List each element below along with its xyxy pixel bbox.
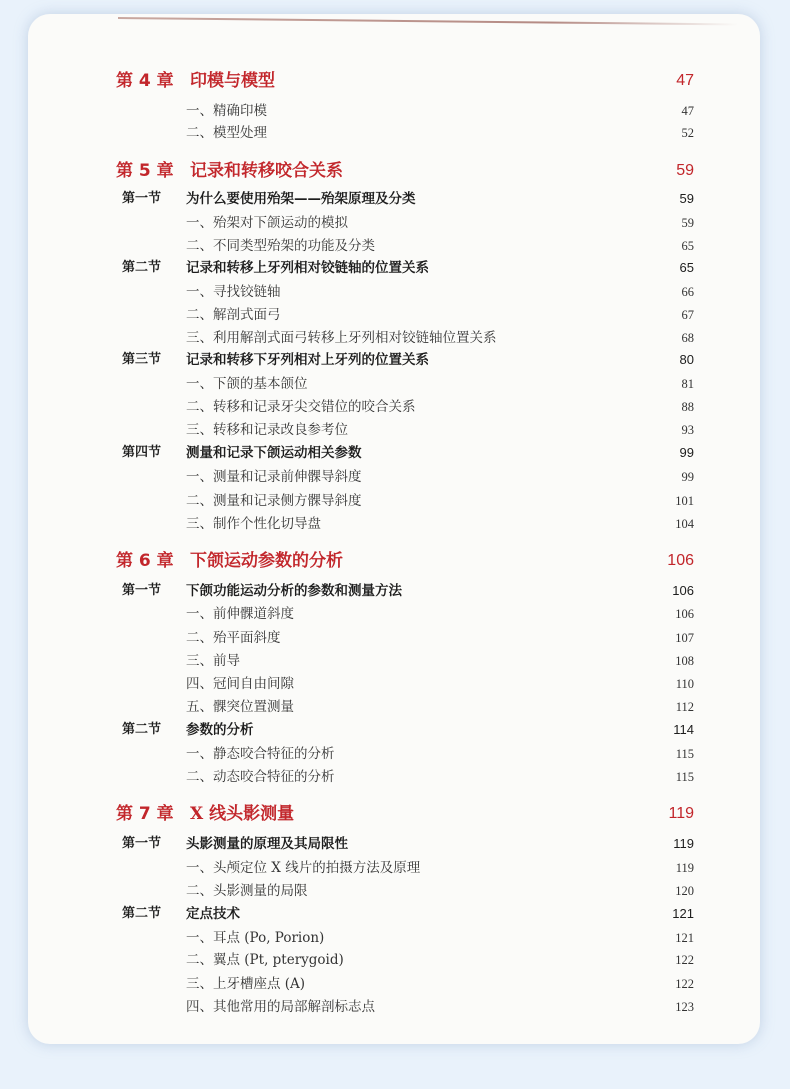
section-row	[28, 187, 760, 211]
item-row	[28, 418, 760, 442]
chapter-title: 下颌运动参数的分析	[190, 551, 343, 571]
section-row	[28, 832, 760, 856]
item-page-number: 99	[681, 470, 694, 484]
item-row	[28, 948, 760, 972]
item-title: 一、殆架对下颌运动的模拟	[186, 215, 348, 231]
item-page-number: 101	[675, 494, 694, 508]
section-row	[28, 718, 760, 742]
item-title: 二、不同类型殆架的功能及分类	[186, 238, 375, 254]
chapter-label: 第 6 章	[116, 551, 174, 571]
item-page-number: 104	[675, 517, 694, 531]
item-page-number: 110	[675, 677, 694, 691]
item-page-number: 112	[675, 700, 694, 714]
section-row	[28, 441, 760, 465]
item-page-number: 93	[681, 423, 694, 437]
chapter-label: 第 7 章	[116, 804, 174, 824]
item-title: 一、测量和记录前伸髁导斜度	[186, 469, 362, 485]
section-page-number: 121	[672, 906, 694, 921]
item-title: 二、头影测量的局限	[186, 883, 308, 899]
item-row	[28, 695, 760, 719]
item-title: 二、模型处理	[186, 125, 267, 141]
item-page-number: 67	[681, 308, 694, 322]
section-row	[28, 256, 760, 280]
chapter-row	[28, 802, 760, 826]
item-title: 二、翼点 (Pt, pterygoid)	[186, 952, 344, 968]
item-title: 一、静态咬合特征的分析	[186, 746, 335, 762]
item-title: 二、殆平面斜度	[186, 630, 281, 646]
item-page-number: 121	[675, 931, 694, 945]
item-title: 三、前导	[186, 653, 240, 669]
chapter-label: 第 5 章	[116, 161, 174, 181]
item-page-number: 65	[681, 239, 694, 253]
chapter-title: 印模与模型	[190, 71, 275, 91]
section-row	[28, 348, 760, 372]
section-row	[28, 902, 760, 926]
section-label: 第三节	[122, 352, 162, 367]
section-title: 为什么要使用殆架——殆架原理及分类	[186, 191, 416, 207]
section-label: 第二节	[122, 260, 162, 275]
section-label: 第二节	[122, 906, 162, 921]
item-row	[28, 326, 760, 350]
item-title: 三、转移和记录改良参考位	[186, 422, 348, 438]
item-title: 一、寻找铰链轴	[186, 284, 281, 300]
item-page-number: 59	[681, 216, 694, 230]
section-label: 第二节	[122, 722, 162, 737]
section-title: 记录和转移上牙列相对铰链轴的位置关系	[186, 260, 429, 276]
chapter-row	[28, 69, 760, 93]
item-row	[28, 649, 760, 673]
item-page-number: 68	[681, 331, 694, 345]
item-row	[28, 879, 760, 903]
section-title: 记录和转移下牙列相对上牙列的位置关系	[186, 352, 429, 368]
item-title: 二、转移和记录牙尖交错位的咬合关系	[186, 399, 416, 415]
chapter-row	[28, 549, 760, 573]
item-row	[28, 742, 760, 766]
item-page-number: 66	[681, 285, 694, 299]
section-row	[28, 579, 760, 603]
section-page-number: 119	[673, 836, 694, 851]
item-row	[28, 280, 760, 304]
item-row	[28, 995, 760, 1019]
section-title: 下颌功能运动分析的参数和测量方法	[186, 583, 402, 599]
item-page-number: 122	[675, 953, 694, 967]
section-title: 定点技术	[186, 906, 240, 922]
chapter-page-number: 119	[668, 805, 694, 822]
table-of-contents	[28, 14, 760, 1044]
item-page-number: 106	[675, 607, 694, 621]
chapter-title: 记录和转移咬合关系	[190, 161, 343, 181]
section-label: 第一节	[122, 836, 162, 851]
item-page-number: 120	[675, 884, 694, 898]
item-page-number: 115	[675, 770, 694, 784]
item-page-number: 107	[675, 631, 694, 645]
item-row	[28, 512, 760, 536]
item-page-number: 88	[681, 400, 694, 414]
item-page-number: 52	[681, 126, 694, 140]
item-row	[28, 856, 760, 880]
item-row	[28, 765, 760, 789]
section-label: 第一节	[122, 191, 162, 206]
item-page-number: 108	[675, 654, 694, 668]
item-row	[28, 602, 760, 626]
item-row	[28, 372, 760, 396]
section-page-number: 114	[673, 722, 694, 737]
chapter-page-number: 47	[676, 72, 694, 89]
item-row	[28, 121, 760, 145]
item-row	[28, 234, 760, 258]
item-row	[28, 303, 760, 327]
chapter-label: 第 4 章	[116, 71, 174, 91]
section-page-number: 106	[672, 583, 694, 598]
item-title: 三、制作个性化切导盘	[186, 516, 321, 532]
item-title: 四、冠间自由间隙	[186, 676, 294, 692]
item-row	[28, 626, 760, 650]
item-page-number: 115	[675, 747, 694, 761]
item-page-number: 81	[681, 377, 694, 391]
item-title: 一、前伸髁道斜度	[186, 606, 294, 622]
section-title: 头影测量的原理及其局限性	[186, 836, 348, 852]
item-title: 一、精确印模	[186, 103, 267, 119]
item-title: 五、髁突位置测量	[186, 699, 294, 715]
section-label: 第四节	[122, 445, 162, 460]
item-row	[28, 465, 760, 489]
item-title: 一、头颅定位 X 线片的拍摄方法及原理	[186, 860, 421, 876]
item-page-number: 119	[675, 861, 694, 875]
section-title: 测量和记录下颌运动相关参数	[186, 445, 362, 461]
item-title: 二、解剖式面弓	[186, 307, 281, 323]
section-page-number: 99	[679, 445, 694, 460]
item-row	[28, 972, 760, 996]
item-row	[28, 395, 760, 419]
item-page-number: 123	[675, 1000, 694, 1014]
item-row	[28, 489, 760, 513]
chapter-page-number: 59	[676, 162, 694, 179]
item-title: 四、其他常用的局部解剖标志点	[186, 999, 375, 1015]
section-title: 参数的分析	[186, 722, 254, 738]
item-row	[28, 211, 760, 235]
item-title: 一、下颌的基本颌位	[186, 376, 308, 392]
book-page	[28, 14, 760, 1044]
item-row	[28, 926, 760, 950]
item-title: 三、上牙槽座点 (A)	[186, 976, 306, 992]
item-row	[28, 99, 760, 123]
item-page-number: 122	[675, 977, 694, 991]
item-title: 二、动态咬合特征的分析	[186, 769, 335, 785]
section-page-number: 80	[679, 352, 694, 367]
item-page-number: 47	[681, 104, 694, 118]
item-row	[28, 672, 760, 696]
item-title: 二、测量和记录侧方髁导斜度	[186, 493, 362, 509]
section-page-number: 65	[679, 260, 694, 275]
chapter-page-number: 106	[667, 552, 694, 569]
section-label: 第一节	[122, 583, 162, 598]
chapter-row	[28, 159, 760, 183]
item-title: 一、耳点 (Po, Porion)	[186, 930, 325, 946]
chapter-title: X 线头影测量	[190, 804, 295, 824]
section-page-number: 59	[679, 191, 694, 206]
item-title: 三、利用解剖式面弓转移上牙列相对铰链轴位置关系	[186, 330, 497, 346]
